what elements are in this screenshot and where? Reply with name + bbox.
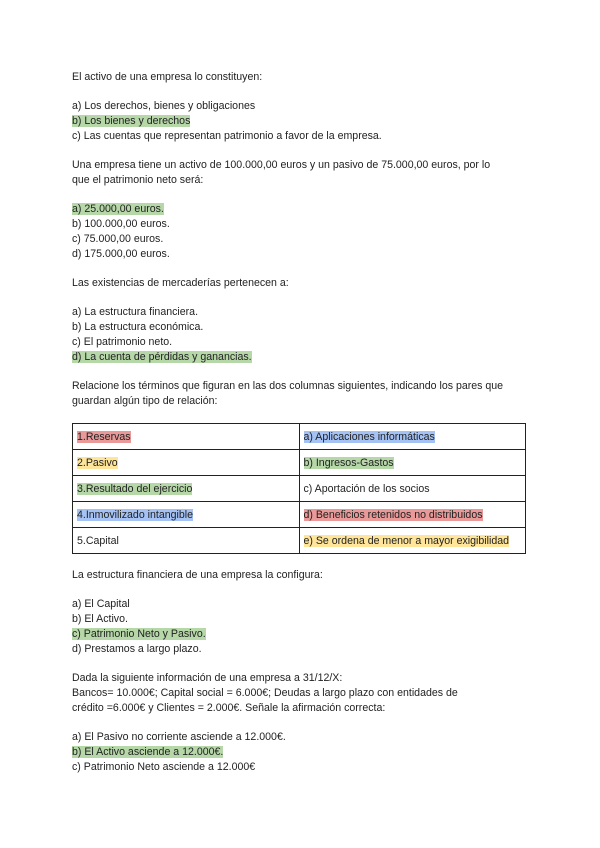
question-6 — [72, 671, 532, 775]
question-1 — [72, 70, 532, 144]
table-cell-right — [299, 528, 526, 554]
relation-table — [72, 423, 526, 554]
term-left: 2.Pasivo — [77, 456, 118, 469]
question-text: Una empresa tiene un activo de 100.000,00 euros y un pasivo de 75.000,00 euros, por lo — [72, 159, 491, 171]
question-text: guardan algún tipo de relación: — [72, 395, 218, 407]
option-correct: b) El Activo asciende a 12.000€. — [72, 746, 224, 758]
question-text: que el patrimonio neto será: — [72, 174, 204, 186]
table-cell-left — [73, 450, 300, 476]
question-3 — [72, 276, 532, 365]
question-text: Las existencias de mercaderías pertenecen a: — [72, 277, 289, 289]
table-cell-right — [299, 476, 526, 502]
table-row — [73, 450, 526, 476]
table-row — [73, 528, 526, 554]
term-left: 5.Capital — [77, 534, 119, 547]
term-right: a) Aplicaciones informáticas — [303, 430, 435, 443]
option: b) El Activo. — [72, 613, 128, 625]
table-row — [73, 502, 526, 528]
term-right: b) Ingresos-Gastos — [303, 456, 394, 469]
option-correct: d) La cuenta de pérdidas y ganancias. — [72, 351, 252, 363]
question-5 — [72, 568, 532, 657]
question-text: Relacione los términos que figuran en las dos columnas siguientes, indicando los pares que — [72, 380, 504, 392]
table-cell-right — [299, 424, 526, 450]
option: c) El patrimonio neto. — [72, 336, 173, 348]
option: b) La estructura económica. — [72, 321, 204, 333]
table-row — [73, 424, 526, 450]
option: d) 175.000,00 euros. — [72, 248, 170, 260]
question-text: El activo de una empresa lo constituyen: — [72, 71, 263, 83]
option: a) El Pasivo no corriente asciende a 12.000€. — [72, 731, 286, 743]
option-correct: b) Los bienes y derechos — [72, 115, 191, 127]
option: a) La estructura financiera. — [72, 306, 199, 318]
option: b) 100.000,00 euros. — [72, 218, 170, 230]
question-text: Bancos= 10.000€; Capital social = 6.000€; Deudas a largo plazo con entidades de — [72, 687, 458, 699]
option: a) El Capital — [72, 598, 130, 610]
table-cell-left — [73, 424, 300, 450]
term-right: c) Aportación de los socios — [303, 482, 430, 495]
option: c) 75.000,00 euros. — [72, 233, 164, 245]
question-text: La estructura financiera de una empresa la configura: — [72, 569, 323, 581]
option: a) Los derechos, bienes y obligaciones — [72, 100, 256, 112]
option: c) Patrimonio Neto asciende a 12.000€ — [72, 761, 256, 773]
question-2 — [72, 158, 532, 262]
table-cell-right — [299, 502, 526, 528]
question-text: crédito =6.000€ y Clientes = 2.000€. Señale la afirmación correcta: — [72, 702, 386, 714]
term-left: 1.Reservas — [77, 430, 131, 443]
table-cell-left — [73, 502, 300, 528]
term-left: 3.Resultado del ejercicio — [77, 482, 193, 495]
option-correct: c) Patrimonio Neto y Pasivo. — [72, 628, 206, 640]
term-left: 4.Inmovilizado intangible — [77, 508, 194, 521]
table-row — [73, 476, 526, 502]
table-cell-left — [73, 476, 300, 502]
option: d) Prestamos a largo plazo. — [72, 643, 202, 655]
document-page — [72, 70, 532, 775]
option-correct: a) 25.000,00 euros. — [72, 203, 164, 215]
question-text: Dada la siguiente información de una empresa a 31/12/X: — [72, 672, 343, 684]
term-right: d) Beneficios retenidos no distribuidos — [303, 508, 483, 521]
table-cell-right — [299, 450, 526, 476]
term-right: e) Se ordena de menor a mayor exigibilidad — [303, 534, 510, 547]
table-cell-left — [73, 528, 300, 554]
question-4 — [72, 379, 532, 554]
option: c) Las cuentas que representan patrimonio a favor de la empresa. — [72, 130, 382, 142]
